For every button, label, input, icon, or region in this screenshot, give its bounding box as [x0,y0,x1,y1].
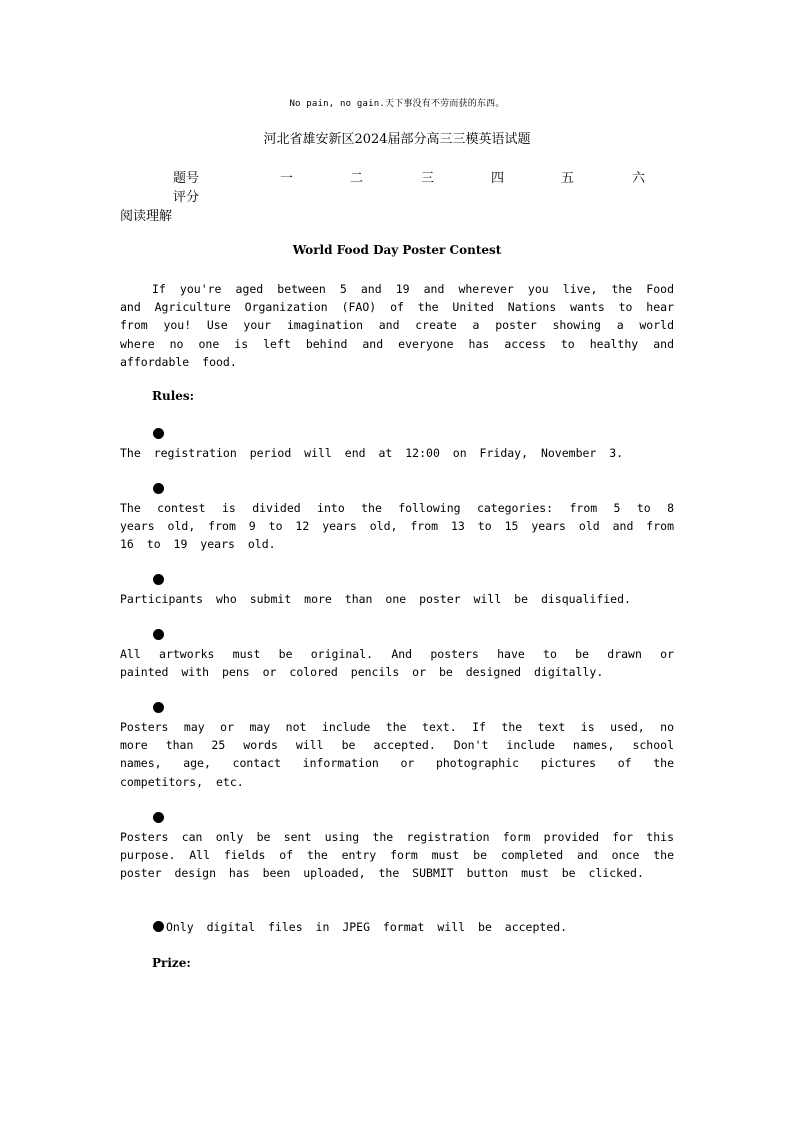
bullet-icon [153,574,164,585]
score-table-col-5: 五 [561,171,575,186]
score-table-row-number [0,167,794,187]
score-table-col-3: 三 [421,171,435,186]
rule-item: Posters can only be sent using the registration form provided for this purpose. All fields of the entry form must be completed and once the poster design has been uploaded, the SUBMIT button must be clicked. [120,830,674,881]
bullet-icon [153,812,164,823]
header-motto: No pain, no gain.天下事没有不劳而获的东西。 [289,99,505,109]
rule-item: The contest is divided into the following categories: from 5 to 8 years old, from 9 to 12 years old, from 13 to 15 years old and from 16 to 19 years old. [120,501,674,552]
passage-title: World Food Day Poster Contest [292,243,502,257]
rule-item: The registration period will end at 12:00 on Friday, November 3. [120,446,624,460]
rule-item: All artworks must be original. And posters have to be drawn or painted with pens or colored pencils or be designed digitally. [120,647,674,680]
score-table-col-6: 六 [632,171,646,186]
rule-item-inline [153,920,567,934]
bullet-icon [153,483,164,494]
bullet-icon [153,702,164,713]
score-table-col-2: 二 [350,171,364,186]
prize-label: Prize: [152,956,191,970]
rule-item-text: Only digital files in JPEG format will be accepted. [166,920,568,934]
bullet-icon [153,428,164,439]
passage-intro: If you're aged between 5 and 19 and wherever you live, the Food and Agriculture Organization (FAO) of the United Nations wants to hear from you! Use your imagination and create a poster showing a world where no one is left behind and everyone has access to healthy and affordable food. [120,282,674,369]
bullet-icon [153,921,164,932]
score-table-row2-label: 评分 [173,190,200,205]
score-table-col-4: 四 [491,171,505,186]
rules-label: Rules: [152,389,195,403]
bullet-icon [153,629,164,640]
score-table-row1-label: 题号 [173,171,200,186]
section-label: 阅读理解 [120,209,173,224]
rule-item: Participants who submit more than one poster will be disqualified. [120,592,631,606]
score-table-row-score [0,186,794,206]
score-table-col-1: 一 [280,171,294,186]
rule-item: Posters may or may not include the text. If the text is used, no more than 25 words will be accepted. Don't include names, school names, age, contact information or photographic pictures of the competitors, etc. [120,720,674,789]
exam-title: 河北省雄安新区2024届部分高三三模英语试题 [263,132,531,147]
